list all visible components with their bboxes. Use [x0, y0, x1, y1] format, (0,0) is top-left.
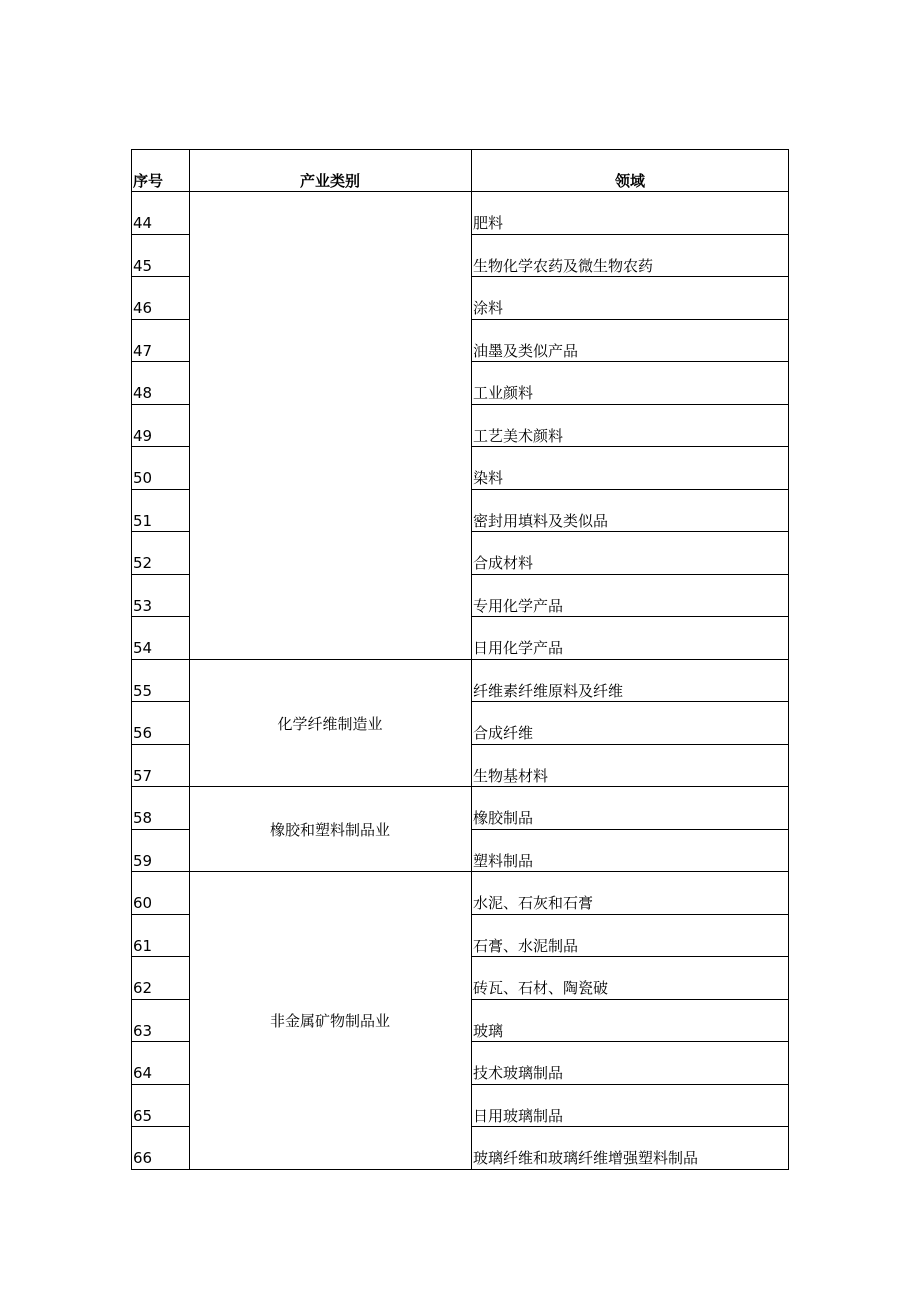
row-divider-seq	[132, 404, 189, 405]
row-divider-seq	[132, 616, 189, 617]
row-divider-field	[471, 871, 788, 872]
row-seq-64: 64	[133, 1064, 153, 1082]
row-divider-field	[471, 531, 788, 532]
row-seq-53: 53	[133, 596, 153, 615]
row-divider-seq	[132, 1041, 189, 1042]
row-field-55: 纤维素纤维原料及纤维	[473, 681, 624, 700]
header-field: 领域	[614, 172, 645, 190]
row-divider-field	[471, 786, 788, 787]
column-divider-2	[471, 150, 472, 1169]
row-divider-seq	[132, 956, 189, 957]
row-divider-seq	[132, 701, 189, 702]
row-seq-45: 45	[133, 256, 153, 275]
row-seq-56: 56	[133, 724, 153, 742]
row-divider-seq	[132, 914, 189, 915]
row-field-64: 技术玻璃制品	[473, 1064, 564, 1082]
row-seq-54: 54	[133, 639, 153, 657]
row-field-48: 工业颜料	[473, 384, 534, 402]
row-divider-seq	[132, 319, 189, 320]
row-divider-field	[471, 1041, 788, 1042]
row-field-54: 日用化学产品	[473, 639, 564, 657]
header-divider	[132, 191, 788, 192]
row-divider-field	[471, 489, 788, 490]
row-field-62: 砖瓦、石材、陶瓷破	[473, 979, 609, 997]
row-divider-seq	[132, 446, 189, 447]
row-field-49: 工艺美术颜料	[473, 426, 564, 445]
row-divider-field	[471, 616, 788, 617]
row-field-63: 玻璃	[473, 1021, 504, 1040]
row-divider-field	[471, 701, 788, 702]
row-field-66: 玻璃纤维和玻璃纤维增强塑料制品	[473, 1149, 699, 1167]
row-divider-field	[471, 319, 788, 320]
industry-table	[131, 149, 789, 1170]
row-field-44: 肥料	[473, 214, 504, 232]
category-divider	[189, 659, 471, 660]
row-divider-seq	[132, 234, 189, 235]
row-seq-61: 61	[133, 936, 153, 955]
row-divider-field	[471, 276, 788, 277]
row-divider-seq	[132, 786, 189, 787]
row-field-45: 生物化学农药及微生物农药	[473, 256, 654, 275]
row-field-46: 涂料	[473, 299, 504, 317]
row-seq-48: 48	[133, 384, 153, 402]
row-divider-field	[471, 999, 788, 1000]
row-seq-66: 66	[133, 1149, 153, 1167]
row-divider-field	[471, 744, 788, 745]
row-divider-field	[471, 659, 788, 660]
category-divider	[189, 786, 471, 787]
row-field-51: 密封用填料及类似品	[473, 511, 609, 530]
row-field-61: 石膏、水泥制品	[473, 936, 579, 955]
header-seq: 序号	[133, 172, 164, 190]
row-divider-field	[471, 1084, 788, 1085]
row-divider-seq	[132, 361, 189, 362]
row-divider-seq	[132, 531, 189, 532]
row-divider-seq	[132, 659, 189, 660]
row-divider-seq	[132, 744, 189, 745]
category-divider	[189, 871, 471, 872]
row-divider-seq	[132, 574, 189, 575]
row-seq-52: 52	[133, 554, 153, 572]
header-category: 产业类别	[299, 172, 360, 190]
row-field-59: 塑料制品	[473, 851, 534, 870]
row-field-65: 日用玻璃制品	[473, 1106, 564, 1125]
row-divider-field	[471, 1126, 788, 1127]
row-divider-seq	[132, 829, 189, 830]
row-divider-field	[471, 914, 788, 915]
row-divider-field	[471, 446, 788, 447]
row-seq-44: 44	[133, 214, 153, 232]
category-nonmetal-mineral: 非金属矿物制品业	[269, 1012, 390, 1030]
row-divider-seq	[132, 1126, 189, 1127]
row-field-47: 油墨及类似产品	[473, 341, 579, 360]
row-field-57: 生物基材料	[473, 766, 549, 785]
row-seq-57: 57	[133, 766, 153, 785]
row-seq-51: 51	[133, 511, 153, 530]
row-seq-62: 62	[133, 979, 153, 997]
row-divider-seq	[132, 871, 189, 872]
category-chemical-fiber: 化学纤维制造业	[277, 715, 383, 733]
row-seq-55: 55	[133, 681, 153, 700]
row-divider-field	[471, 574, 788, 575]
row-seq-65: 65	[133, 1106, 153, 1125]
row-divider-seq	[132, 1084, 189, 1085]
row-seq-46: 46	[133, 299, 153, 317]
category-rubber-plastic: 橡胶和塑料制品业	[269, 821, 390, 839]
row-field-56: 合成纤维	[473, 724, 534, 742]
row-seq-49: 49	[133, 426, 153, 445]
row-divider-field	[471, 404, 788, 405]
row-divider-seq	[132, 276, 189, 277]
row-divider-field	[471, 234, 788, 235]
row-divider-seq	[132, 489, 189, 490]
row-seq-63: 63	[133, 1021, 153, 1040]
row-field-58: 橡胶制品	[473, 809, 534, 827]
row-field-50: 染料	[473, 469, 504, 487]
row-seq-58: 58	[133, 809, 153, 827]
row-divider-field	[471, 829, 788, 830]
row-field-53: 专用化学产品	[473, 596, 564, 615]
row-divider-field	[471, 956, 788, 957]
row-divider-field	[471, 361, 788, 362]
row-field-60: 水泥、石灰和石膏	[473, 894, 594, 912]
row-divider-seq	[132, 999, 189, 1000]
row-field-52: 合成材料	[473, 554, 534, 572]
row-seq-50: 50	[133, 469, 153, 487]
row-seq-59: 59	[133, 851, 153, 870]
row-seq-47: 47	[133, 341, 153, 360]
row-seq-60: 60	[133, 894, 153, 912]
